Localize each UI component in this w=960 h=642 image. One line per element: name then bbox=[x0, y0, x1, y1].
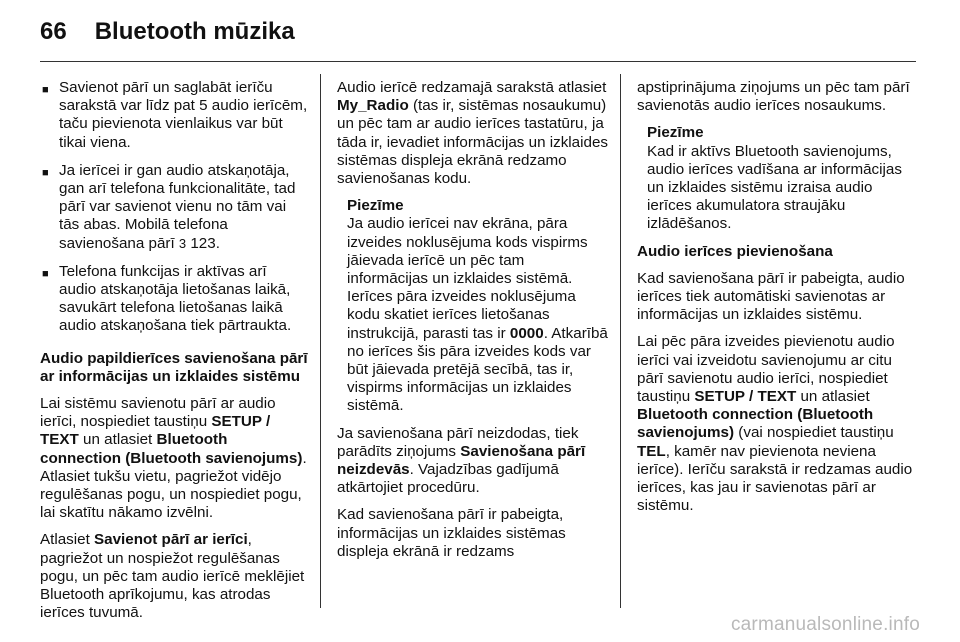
paragraph: Ja savienošana pārī neizdodas, tiek parādīts ziņojums Savienošana pārī neizdevās. Vajadzības gadījumā atkārtojiet procedūru. bbox=[337, 424, 586, 497]
paragraph: apstiprinājuma ziņojums un pēc tam pārī savienotās audio ierīces nosaukums. bbox=[637, 79, 910, 115]
note-heading: Piezīme bbox=[347, 197, 404, 215]
column-divider-2 bbox=[620, 74, 621, 608]
paragraph: Lai pēc pāra izveides pievienotu audio ierīci vai izveidotu savienojumu ar citu pārī savienotu audio ierīci, nospiediet taustiņu SETUP / TEXT un atlasiet Bluetooth connection (Bluetooth savienojums) (vai nospiediet taustiņu TEL, kamēr nav pievienota neviena ierīce). Ierīču sarakstā ir redzamas audio ierīces, kas jau ir savienotas pārī ar sistēmu. bbox=[637, 333, 913, 515]
header-rule bbox=[40, 61, 916, 62]
note-box bbox=[347, 197, 609, 415]
column-2 bbox=[337, 79, 609, 570]
column-1 bbox=[40, 79, 308, 631]
bullet-item: ■ Ja ierīcei ir gan audio atskaņotāja, gan arī telefona funkcionalitāte, tad pārī var savienot vienu no tām vai tās abas. Mobilā telefona savienošana pārī 3 123. bbox=[42, 161, 296, 252]
paragraph: Kad savienošana pārī ir pabeigta, audio ierīces tiek automātiski savienotas ar informācijas un izklaides sistēmu. bbox=[637, 269, 905, 324]
note-text: Ja audio ierīcei nav ekrāna, pāra izveides noklusējuma kods vispirms jāievada ierīcē un pēc tam informācijas un izklaides sistēmā. Ierīces pāra izveides noklusējuma kodu skatiet ierīces lietošanas instrukcijā, parasti tas ir 0000. Atkarībā no ierīces šis pāra izveides kods var būt jāievada pretējā secībā, tas ir, vispirms informācijas un izklaides sistēmā. bbox=[347, 215, 608, 415]
paragraph: Lai sistēmu savienotu pārī ar audio ierīci, nospiediet taustiņu SETUP / TEXT un atlasiet Bluetooth connection (Bluetooth savienojums). Atlasiet tukšu vietu, pagriežot vidējo regulēšanas pogu, un nospiediet pogu, lai skatītu nākamo izvēlni. bbox=[40, 395, 307, 522]
section-heading: Audio ierīces pievienošana bbox=[637, 242, 833, 260]
note-heading: Piezīme bbox=[647, 124, 704, 142]
page-header bbox=[40, 16, 295, 48]
page-title: Bluetooth mūzika bbox=[94, 18, 295, 45]
paragraph: Kad savienošana pārī ir pabeigta, informācijas un izklaides sistēmas displeja ekrānā ir redzams bbox=[337, 506, 566, 560]
bullet-square-icon: ■ bbox=[42, 267, 49, 280]
bullet-item: ■ Savienot pārī un saglabāt ierīču sarakstā var līdz pat 5 audio ierīcēm, taču pievienota vienlaikus var būt tikai viena. bbox=[42, 79, 308, 151]
watermark: carmanualsonline.info bbox=[730, 614, 920, 635]
column-3 bbox=[637, 79, 913, 524]
note-box bbox=[647, 124, 913, 233]
bullet-square-icon: ■ bbox=[42, 166, 49, 179]
paragraph: Atlasiet Savienot pārī ar ierīci, pagriežot un nospiežot regulēšanas pogu, un pēc tam audio ierīcē meklējiet Bluetooth aprīkojumu, kas atrodas ierīces tuvumā. bbox=[40, 531, 305, 622]
bullet-item: ■ Telefona funkcijas ir aktīvas arī audio atskaņotāja lietošanas laikā, savukārt telefona lietošanas laikā audio atskaņošana tiek pārtraukta. bbox=[42, 262, 292, 335]
section-heading: Audio papildierīces savienošana pārī ar informācijas un izklaides sistēmu bbox=[40, 349, 308, 385]
bullet-square-icon: ■ bbox=[42, 84, 49, 96]
page-number: 66 bbox=[40, 18, 67, 45]
note-text: Kad ir aktīvs Bluetooth savienojums, audio ierīces vadīšana ar informācijas un izklaides sistēmu izraisa audio ierīces akumulatora straujāku izlādēšanos. bbox=[647, 142, 902, 233]
page-reference-arrow-icon: 3 bbox=[178, 235, 187, 251]
column-divider-1 bbox=[320, 74, 321, 608]
paragraph: Audio ierīcē redzamajā sarakstā atlasiet My_Radio (tas ir, sistēmas nosaukumu) un pēc tam ar audio ierīces tastatūru, ja tāda ir, ievadiet informācijas un izklaides sistēmas displeja ekrānā redzamo savienošanas kodu. bbox=[337, 79, 608, 188]
